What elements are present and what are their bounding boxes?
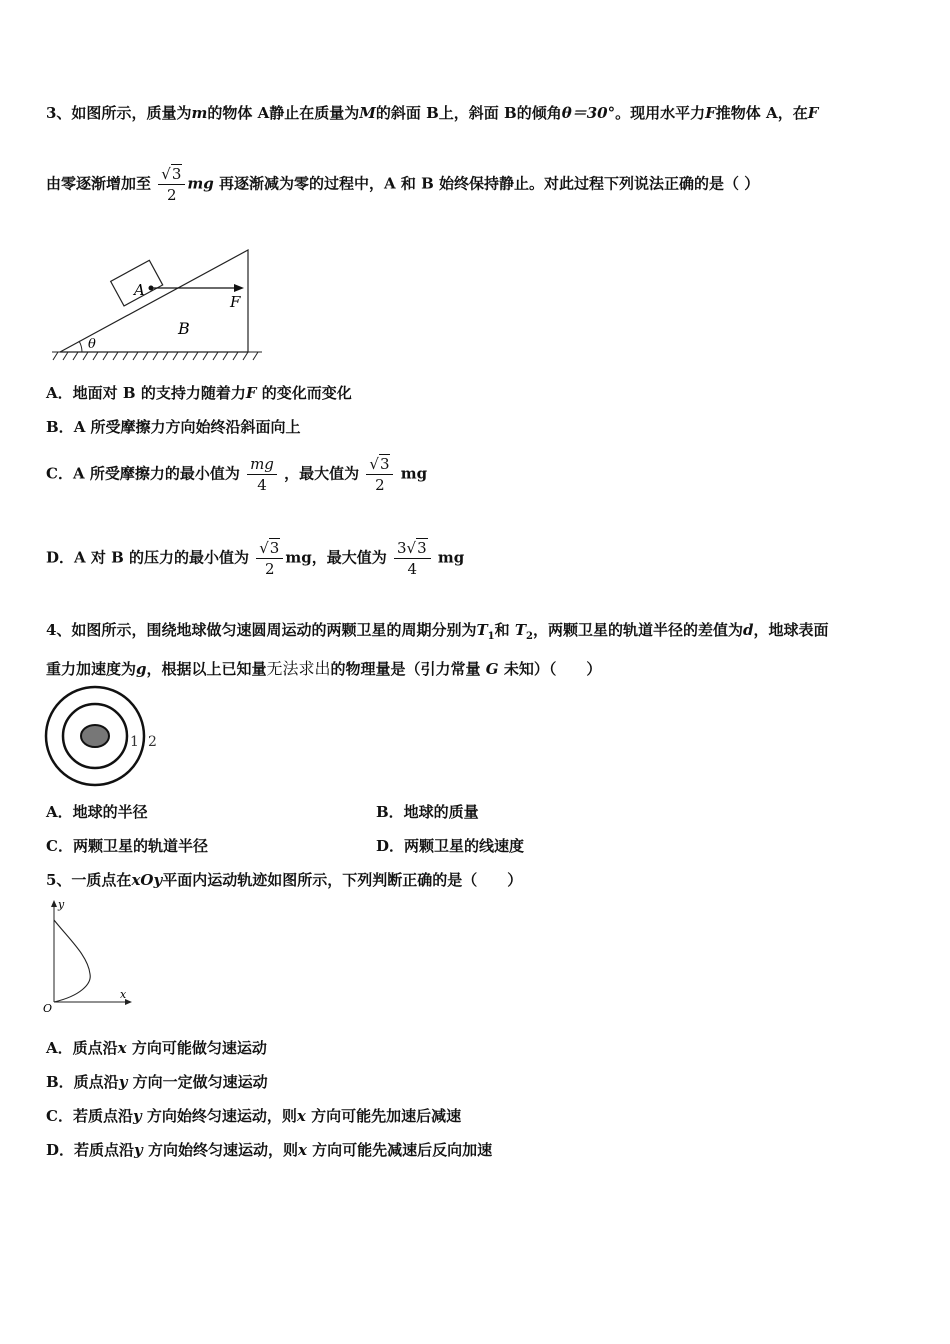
option-text: A．质点沿: [46, 1039, 118, 1057]
option-text: 方向始终匀速运动，则: [146, 1107, 297, 1125]
var-x: x: [297, 1141, 307, 1159]
q4-text: 的物理量是（引力常量: [330, 660, 481, 678]
subscript: 1: [487, 631, 495, 642]
unit-mg: mg: [400, 464, 428, 483]
option-text: ，最大值为: [284, 464, 360, 483]
fraction-sqrt3-over-2: $\frac{√3}{2}$: [366, 454, 393, 495]
var-x: x: [117, 1039, 127, 1057]
incline-figure: [48, 240, 268, 365]
origin-label: O: [43, 1002, 53, 1015]
q4-option-b: B．地球的质量: [376, 803, 479, 821]
trajectory-figure: [40, 896, 140, 1018]
q3-text: ，在: [777, 104, 808, 122]
option-text: mg，最大值为: [285, 548, 387, 567]
q3-text: A 和 B: [383, 174, 434, 193]
denominator: 2: [167, 186, 177, 204]
coefficient: 3: [396, 539, 407, 557]
label-B: B: [426, 104, 439, 122]
option-text: 方向一定做匀速运动: [132, 1073, 268, 1091]
q4-text: ，两颗卫星的轨道半径的差值为: [532, 621, 743, 639]
q3-option-d: [46, 538, 464, 579]
ground-hatch: [52, 352, 262, 360]
q3-option-c: [46, 454, 427, 495]
option-text: 的变化而变化: [261, 384, 352, 402]
option-text: D．若质点沿: [46, 1141, 135, 1159]
q4-text: ，根据以上已知量: [146, 660, 267, 678]
denominator: 4: [407, 560, 418, 578]
q3-text: 3、如图所示，质量为: [46, 104, 192, 122]
var-y: y: [132, 1107, 142, 1125]
radicand: 3: [417, 539, 427, 557]
y-axis-label: y: [58, 898, 65, 911]
q4-stem-line2: [46, 656, 601, 679]
var-F: F: [705, 104, 716, 122]
unit-mg: mg: [437, 548, 465, 567]
var-y: y: [134, 1141, 143, 1159]
q4-text: 和: [494, 621, 510, 639]
arrowhead: [234, 284, 244, 292]
label-theta: θ: [88, 337, 96, 352]
q5-option-b: [46, 1071, 268, 1092]
option-text: 的支持力随着力: [140, 384, 246, 402]
q3-option-b: [46, 416, 301, 437]
numerator: mg: [247, 454, 277, 475]
option-text: C．若质点沿: [46, 1107, 133, 1125]
label-B: B: [122, 384, 136, 402]
var-mg: mg: [187, 174, 214, 193]
orbit-figure: [42, 684, 172, 788]
emphasis-text: 无法求出: [266, 659, 331, 678]
q4-text: 重力加速度为: [46, 660, 137, 678]
q5-text: 平面内运动轨迹如图所示，下列判断正确的是（ ）: [162, 871, 523, 889]
option-text: B．质点沿: [46, 1073, 119, 1091]
fraction-3sqrt3-over-4: $\frac{3√3}{4}$: [394, 538, 431, 579]
q5-option-c: [46, 1105, 461, 1126]
var-xOy: xOy: [131, 871, 163, 889]
option-label: B．: [46, 418, 74, 436]
option-label: D．: [46, 548, 75, 567]
label-A: A: [134, 281, 145, 299]
option-text: A 对 B 的压力的最小值为: [74, 548, 249, 567]
angle-arc: [79, 341, 82, 352]
option-text: 地面对: [72, 384, 118, 402]
q3-text: 推物体: [715, 104, 761, 122]
var-g: g: [136, 660, 147, 678]
q5-option-a: [46, 1037, 267, 1058]
option-text: 方向可能先加速后减速: [311, 1107, 462, 1125]
label-F: F: [230, 293, 241, 311]
radicand: 3: [269, 539, 280, 557]
trajectory-curve: [54, 920, 90, 1002]
orbit-label-1: 1: [130, 734, 139, 750]
label-B: B: [178, 319, 190, 338]
radicand: 3: [379, 455, 390, 473]
q3-text: 。现用水平力: [615, 104, 706, 122]
q3-text: 再逐渐减为零的过程中，: [218, 174, 384, 193]
q3-text: 静止在质量为: [269, 104, 360, 122]
q3-text: 的倾角: [516, 104, 562, 122]
q3-stem-line2: [46, 164, 759, 205]
q3-text: 的物体: [207, 104, 253, 122]
option-text: A 所受摩擦力方向始终沿斜面向上: [73, 418, 301, 436]
q3-option-a: [46, 382, 352, 403]
fraction-mg-over-4: [247, 454, 277, 495]
fraction-sqrt3-over-2: $\frac{√3}{2}$: [256, 538, 283, 579]
q4-option-a: A．地球的半径: [46, 803, 148, 821]
y-arrowhead: [51, 900, 57, 907]
q4-stem-line1: [46, 619, 829, 642]
q3-text: 的斜面: [375, 104, 421, 122]
var-d: d: [743, 621, 754, 639]
subscript: 2: [526, 631, 533, 642]
q3-text: 始终保持静止。对此过程下列说法正确的是（ ）: [438, 174, 760, 193]
q4-text: 未知）（ ）: [503, 660, 602, 678]
label-A: A: [766, 104, 778, 122]
var-G: G: [485, 660, 499, 678]
option-label: A．: [46, 384, 73, 402]
var-F: F: [807, 104, 819, 122]
theta-value: θ＝30°: [561, 104, 616, 122]
q3-stem-line1: [46, 102, 818, 123]
earth: [81, 725, 109, 747]
denominator: 2: [265, 560, 275, 578]
var-F: F: [245, 384, 257, 402]
var-M: M: [359, 104, 376, 122]
q4-text: ，地球表面: [753, 621, 829, 639]
option-text: 方向始终匀速运动，则: [147, 1141, 298, 1159]
q5-stem: [46, 869, 522, 890]
q5-option-d: [46, 1139, 492, 1160]
var-T2: T: [514, 621, 527, 639]
denominator: 2: [375, 476, 385, 494]
q3-text: 由零逐渐增加至: [46, 174, 152, 193]
var-T1: T: [476, 621, 488, 639]
q4-text: 4、如图所示，围绕地球做匀速圆周运动的两颗卫星的周期分别为: [46, 621, 477, 639]
option-label: C．: [46, 464, 73, 483]
q4-option-c: C．两颗卫星的轨道半径: [46, 837, 208, 855]
option-text: 方向可能做匀速运动: [131, 1039, 267, 1057]
option-text: 方向可能先减速后反向加速: [312, 1141, 493, 1159]
option-text: A 所受摩擦力的最小值为: [72, 464, 240, 483]
x-axis-label: x: [120, 988, 127, 1001]
label-B: B: [504, 104, 517, 122]
fraction-sqrt3-over-2: $\frac{√3}{2}$: [158, 164, 185, 205]
orbit-label-2: 2: [148, 734, 157, 750]
q4-option-d: D．两颗卫星的线速度: [376, 837, 525, 855]
label-A: A: [257, 104, 270, 122]
q5-text: 5、一质点在: [46, 871, 132, 889]
q3-text: 上，斜面: [438, 104, 499, 122]
denominator: 4: [257, 476, 267, 494]
radicand: 3: [171, 165, 182, 183]
var-y: y: [118, 1073, 128, 1091]
var-m: m: [191, 104, 208, 122]
var-x: x: [296, 1107, 306, 1125]
